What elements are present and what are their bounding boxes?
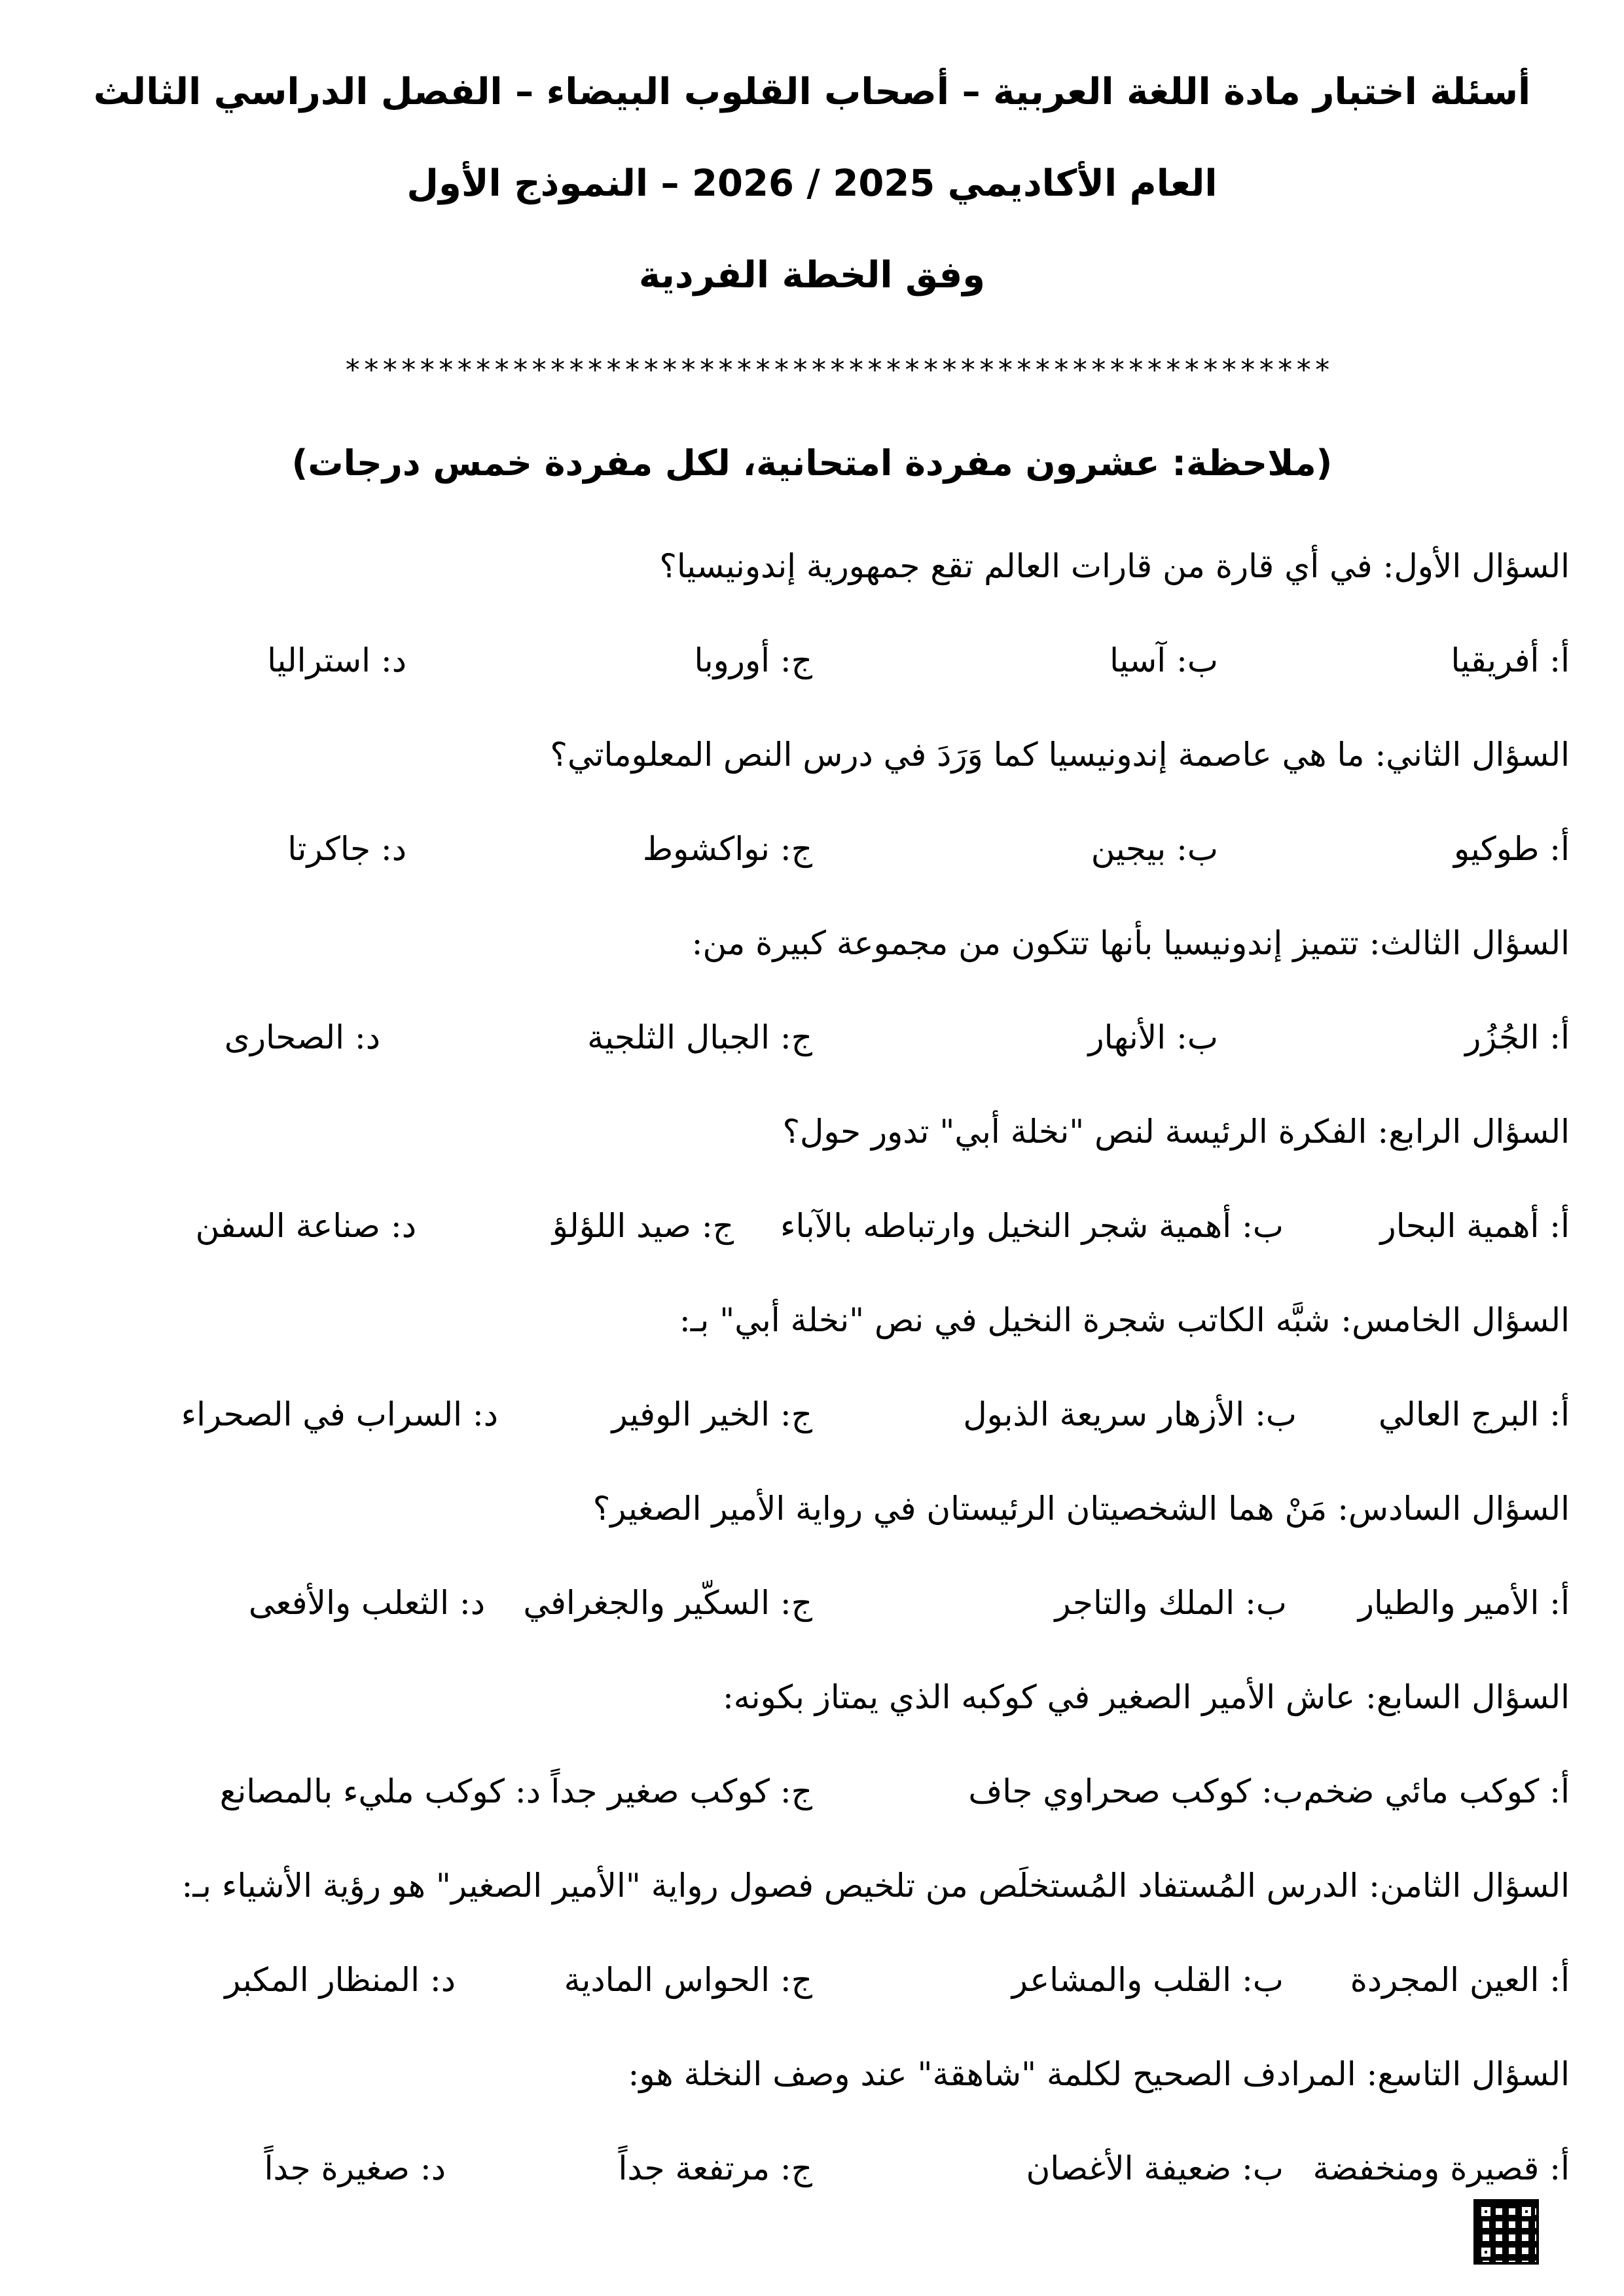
question-1-option-c: ج: أوروبا xyxy=(694,641,812,679)
question-4: السؤال الرابع: الفكرة الرئيسة لنص "نخلة أبي" تدور حول؟ xyxy=(782,1113,1570,1151)
academic-year: العام الأكاديمي 2025 / 2026 – النموذج الأول xyxy=(406,162,1218,205)
question-2-option-b: ب: بيجين xyxy=(1091,830,1218,868)
question-6-option-a: أ: الأمير والطيار xyxy=(1358,1584,1570,1622)
question-4-option-b: ب: أهمية شجر النخيل وارتباطه بالآباء xyxy=(780,1207,1284,1245)
question-2-option-d: د: جاكرتا xyxy=(287,830,406,868)
question-8-option-b: ب: القلب والمشاعر xyxy=(1011,1961,1284,1999)
qr-finder-top-right xyxy=(1477,2203,1494,2220)
question-5-option-a: أ: البرج العالي xyxy=(1379,1395,1570,1433)
question-1-option-b: ب: آسيا xyxy=(1110,641,1218,679)
question-1: السؤال الأول: في أي قارة من قارات العالم تقع جمهورية إندونيسيا؟ xyxy=(659,547,1570,585)
question-6-option-c: ج: السكّير والجغرافي xyxy=(523,1584,812,1622)
question-6: السؤال السادس: مَنْ هما الشخصيتان الرئيستان في رواية الأمير الصغير؟ xyxy=(592,1490,1570,1528)
question-8-option-c: ج: الحواس المادية xyxy=(564,1961,812,1999)
question-7-option-d: د: كوكب مليء بالمصانع xyxy=(219,1772,541,1810)
question-5-option-b: ب: الأزهار سريعة الذبول xyxy=(963,1395,1297,1433)
question-1-option-d: د: استراليا xyxy=(267,641,406,679)
question-5: السؤال الخامس: شبَّه الكاتب شجرة النخيل في نص "نخلة أبي" بـ: xyxy=(679,1301,1570,1339)
question-6-option-d: د: الثعلب والأفعى xyxy=(248,1584,485,1622)
question-4-option-c: ج: صيد اللؤلؤ xyxy=(552,1207,734,1245)
question-8: السؤال الثامن: الدرس المُستفاد المُستخلَص من تلخيص فصول رواية "الأمير الصغير" هو رؤية الأشياء بـ: xyxy=(181,1867,1570,1905)
exam-title: أسئلة اختبار مادة اللغة العربية – أصحاب القلوب البيضاء – الفصل الدراسي الثالث xyxy=(93,71,1531,113)
question-3-option-b: ب: الأنهار xyxy=(1088,1018,1218,1056)
question-3: السؤال الثالث: تتميز إندونيسيا بأنها تتكون من مجموعة كبيرة من: xyxy=(691,924,1570,962)
question-9-option-b: ب: ضعيفة الأغصان xyxy=(1026,2149,1284,2187)
question-9-option-a: أ: قصيرة ومنخفضة xyxy=(1312,2149,1570,2187)
question-2-option-c: ج: نواكشوط xyxy=(642,830,812,868)
question-5-option-c: ج: الخير الوفير xyxy=(611,1395,812,1433)
question-6-option-b: ب: الملك والتاجر xyxy=(1055,1584,1287,1622)
question-2: السؤال الثاني: ما هي عاصمة إندونيسيا كما وَرَدَ في درس النص المعلوماتي؟ xyxy=(550,736,1570,774)
question-5-option-d: د: السراب في الصحراء xyxy=(181,1395,498,1433)
question-9: السؤال التاسع: المرادف الصحيح لكلمة "شاهقة" عند وصف النخلة هو: xyxy=(628,2055,1570,2093)
question-9-option-d: د: صغيرة جداً xyxy=(264,2149,446,2187)
question-4-option-a: أ: أهمية البحار xyxy=(1380,1207,1570,1245)
star-separator: ***************************************************** xyxy=(344,353,1333,387)
question-7-option-c: ج: كوكب صغير جداً xyxy=(550,1772,812,1810)
qr-finder-bottom xyxy=(1477,2244,1494,2261)
question-2-option-a: أ: طوكيو xyxy=(1454,830,1570,868)
qr-code-icon xyxy=(1473,2199,1539,2265)
question-8-option-d: د: المنظار المكبر xyxy=(225,1961,456,1999)
question-9-option-c: ج: مرتفعة جداً xyxy=(618,2149,812,2187)
plan-subtitle: وفق الخطة الفردية xyxy=(638,254,986,296)
question-4-option-d: د: صناعة السفن xyxy=(195,1207,416,1245)
question-7: السؤال السابع: عاش الأمير الصغير في كوكبه الذي يمتاز بكونه: xyxy=(722,1678,1570,1716)
question-1-option-a: أ: أفريقيا xyxy=(1451,641,1570,679)
question-7-option-b: ب: كوكب صحراوي جاف xyxy=(968,1772,1303,1810)
question-7-option-a: أ: كوكب مائي ضخم xyxy=(1303,1772,1570,1810)
question-3-option-a: أ: الجُزُر xyxy=(1465,1018,1570,1056)
exam-note: (ملاحظة: عشرون مفردة امتحانية، لكل مفردة خمس درجات) xyxy=(291,442,1333,484)
question-3-option-d: د: الصحارى xyxy=(224,1018,380,1056)
qr-finder-top-left xyxy=(1518,2203,1535,2220)
question-3-option-c: ج: الجبال الثلجية xyxy=(587,1018,812,1056)
question-8-option-a: أ: العين المجردة xyxy=(1350,1961,1570,1999)
